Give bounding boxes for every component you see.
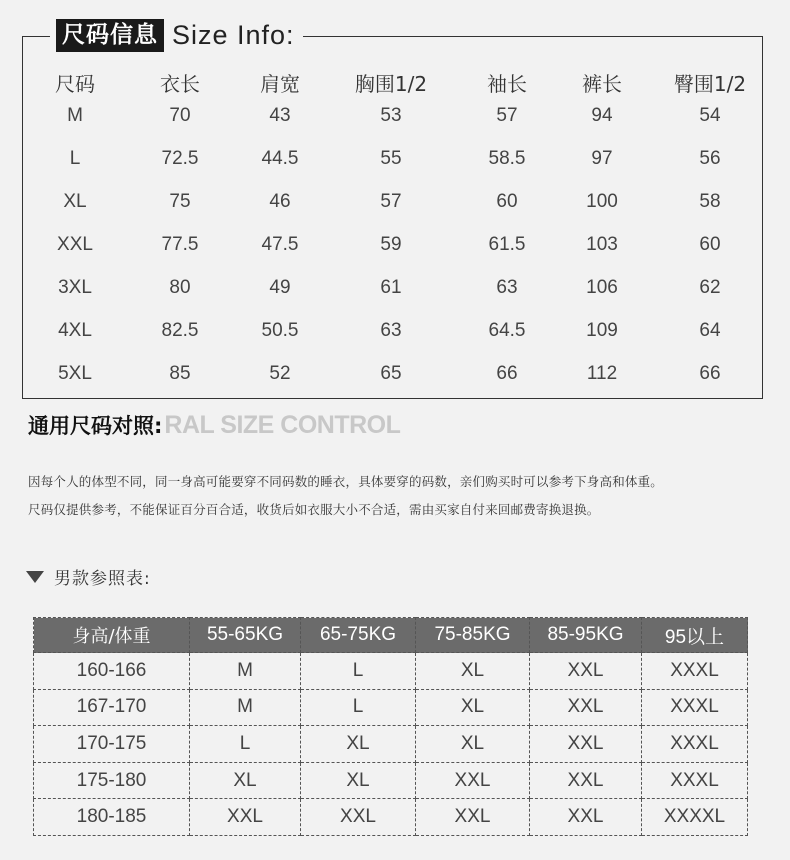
- size-table-cell: 66: [699, 363, 721, 384]
- size-table-row: [22, 277, 763, 307]
- size-table-cell: 85: [169, 363, 191, 384]
- size-table-cell: 63: [380, 320, 402, 341]
- size-control-title: [28, 410, 400, 440]
- mens-table-cell: XXL: [530, 726, 642, 763]
- mens-table-header-row: [34, 618, 748, 653]
- mens-table-cell: XXL: [530, 762, 642, 799]
- mens-table-cell: XL: [301, 762, 416, 799]
- size-table-cell: 106: [586, 277, 618, 298]
- triangle-down-icon: [26, 571, 44, 583]
- mens-table-header-cell: 85-95KG: [530, 618, 642, 653]
- mens-table-cell: XXL: [190, 799, 301, 836]
- size-info-title: [50, 18, 303, 52]
- mens-table-cell: M: [190, 653, 301, 690]
- mens-table-cell: XL: [190, 762, 301, 799]
- size-table-cell: 64.5: [488, 320, 526, 341]
- size-table-cell: 62: [699, 277, 721, 298]
- size-table-cell: 70: [169, 105, 191, 126]
- mens-table-row: [34, 726, 748, 763]
- size-table-cell: 4XL: [58, 320, 92, 341]
- size-control-title-en: RAL SIZE CONTROL: [164, 411, 401, 439]
- mens-table-cell: 180-185: [34, 799, 190, 836]
- size-table-cell: 112: [586, 363, 618, 384]
- size-table-header-cell: 肩宽: [260, 72, 300, 96]
- size-table-cell: 47.5: [261, 234, 299, 255]
- mens-table-cell: XL: [416, 726, 530, 763]
- mens-table-row: [34, 762, 748, 799]
- mens-table-header-cell: 95以上: [642, 618, 748, 653]
- size-table-cell: 49: [269, 277, 291, 298]
- size-note-line: 因每个人的体型不同，同一身高可能要穿不同码数的睡衣，具体要穿的码数，亲们购买时可以参考下身高和体重。: [28, 474, 664, 489]
- mens-table-cell: XXL: [530, 799, 642, 836]
- size-table-cell: 56: [699, 148, 721, 169]
- size-table-cell: 43: [269, 105, 291, 126]
- size-table-cell: 63: [496, 277, 518, 298]
- size-table-cell: 75: [169, 191, 191, 212]
- mens-table-cell: XXXL: [642, 762, 748, 799]
- mens-table-cell: XXXL: [642, 689, 748, 726]
- size-table-cell: 55: [380, 148, 402, 169]
- size-table-cell: 58: [699, 191, 721, 212]
- mens-table-cell: XXXXL: [642, 799, 748, 836]
- size-table-cell: 94: [591, 105, 613, 126]
- size-table-row: [22, 191, 763, 221]
- mens-table-cell: 170-175: [34, 726, 190, 763]
- size-table-header: [22, 68, 763, 98]
- mens-table-cell: XL: [301, 726, 416, 763]
- size-info-title-en: Size Info:: [172, 19, 295, 50]
- size-table-cell: M: [67, 105, 83, 126]
- mens-table-header-cell: 55-65KG: [190, 618, 301, 653]
- size-table-cell: 54: [699, 105, 721, 126]
- size-table-cell: 72.5: [161, 148, 199, 169]
- mens-table-cell: XXL: [530, 653, 642, 690]
- size-table-header-cell: 袖长: [487, 72, 527, 96]
- size-info-title-cn: 尺码信息: [56, 19, 164, 52]
- size-table-cell: 103: [586, 234, 618, 255]
- size-table-header-cell: 胸围1/2: [354, 72, 428, 96]
- size-table-cell: 5XL: [58, 363, 92, 384]
- size-table-row: [22, 105, 763, 135]
- mens-chart-title: [26, 564, 151, 589]
- mens-table-cell: XL: [416, 689, 530, 726]
- size-table-cell: 61: [380, 277, 402, 298]
- mens-chart-title-label: 男款参照表:: [54, 569, 151, 589]
- mens-table-row: [34, 653, 748, 690]
- mens-table-header-cell: 75-85KG: [416, 618, 530, 653]
- mens-table-header-cell: 65-75KG: [301, 618, 416, 653]
- size-table-cell: 66: [496, 363, 518, 384]
- size-table-cell: 65: [380, 363, 402, 384]
- size-note-line: 尺码仅提供参考，不能保证百分百合适，收货后如衣服大小不合适，需由买家自付来回邮费寄换退换。: [28, 502, 600, 517]
- size-table-cell: XXL: [57, 234, 93, 255]
- mens-table-cell: L: [301, 653, 416, 690]
- mens-table-cell: L: [190, 726, 301, 763]
- size-table-cell: 52: [269, 363, 291, 384]
- mens-table-header-cell: 身高/体重: [34, 618, 190, 653]
- mens-table-row: [34, 689, 748, 726]
- mens-table-cell: 160-166: [34, 653, 190, 690]
- size-table-cell: 61.5: [488, 234, 526, 255]
- size-table-cell: 53: [380, 105, 402, 126]
- size-table-cell: 50.5: [261, 320, 299, 341]
- mens-table-cell: 175-180: [34, 762, 190, 799]
- size-table-header-cell: 臀围1/2: [673, 72, 747, 96]
- size-table-cell: 82.5: [161, 320, 199, 341]
- mens-table-cell: L: [301, 689, 416, 726]
- size-table-header-cell: 裤长: [582, 72, 622, 96]
- mens-table-cell: XXL: [301, 799, 416, 836]
- size-table-cell: 44.5: [261, 148, 299, 169]
- size-table-row: [22, 234, 763, 264]
- size-table-row: [22, 148, 763, 178]
- size-table-cell: 58.5: [488, 148, 526, 169]
- size-table-header-cell: 尺码: [55, 72, 95, 96]
- size-table-cell: XL: [63, 191, 87, 212]
- size-table-cell: 60: [496, 191, 518, 212]
- size-table-cell: 60: [699, 234, 721, 255]
- mens-table-cell: 167-170: [34, 689, 190, 726]
- size-control-title-cn: 通用尺码对照:: [28, 414, 163, 438]
- size-table-cell: 100: [586, 191, 618, 212]
- size-table-cell: L: [69, 148, 81, 169]
- size-table-cell: 109: [586, 320, 618, 341]
- mens-chart-table: [33, 617, 748, 836]
- mens-table-row: [34, 799, 748, 836]
- mens-table-cell: XXXL: [642, 653, 748, 690]
- size-table-cell: 97: [591, 148, 613, 169]
- mens-table-cell: XXL: [416, 762, 530, 799]
- size-notes: [28, 468, 663, 524]
- size-table-cell: 64: [699, 320, 721, 341]
- size-table-cell: 59: [380, 234, 402, 255]
- size-table-cell: 46: [269, 191, 291, 212]
- mens-table-cell: XL: [416, 653, 530, 690]
- mens-table-cell: XXL: [530, 689, 642, 726]
- size-table-cell: 77.5: [161, 234, 199, 255]
- mens-table-cell: XXXL: [642, 726, 748, 763]
- size-table-cell: 3XL: [58, 277, 92, 298]
- size-table-row: [22, 320, 763, 350]
- size-table-row: [22, 363, 763, 393]
- size-table-cell: 57: [380, 191, 402, 212]
- size-table-cell: 80: [169, 277, 191, 298]
- size-table-cell: 57: [496, 105, 518, 126]
- size-table-header-cell: 衣长: [160, 72, 200, 96]
- mens-table-cell: M: [190, 689, 301, 726]
- mens-table-cell: XXL: [416, 799, 530, 836]
